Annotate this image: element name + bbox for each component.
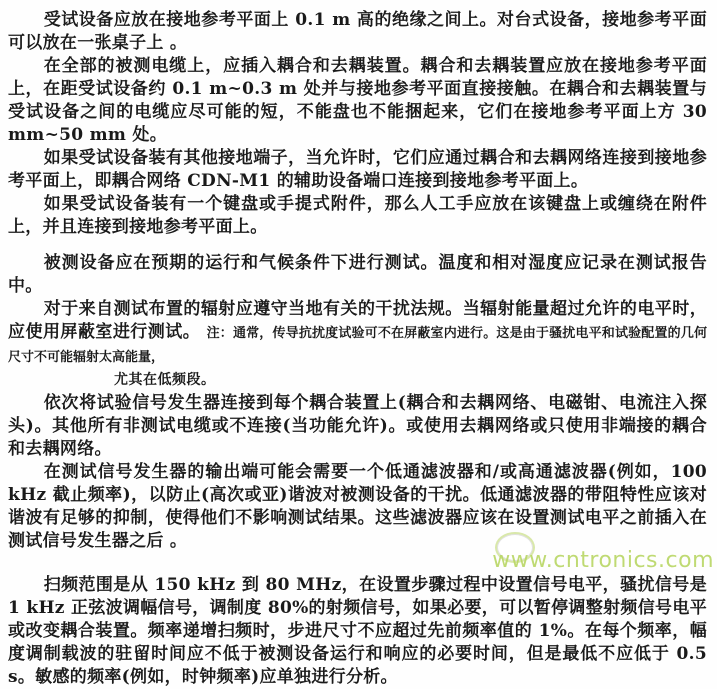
- paragraph-ground-terminals: 如果受试设备装有其他接地端子，当允许时，它们应通过耦合和去耦网络连接到接地参考平面上，即耦合网络 CDN-M1 的辅助设备端口连接到接地参考平面上。: [8, 148, 707, 191]
- section-test-setup: [8, 9, 707, 239]
- paragraph-climatic-conditions: 被测设备应在预期的运行和气候条件下进行测试。温度和相对湿度应记录在测试报告中。: [8, 253, 707, 296]
- paragraph-signal-generator-connection: 依次将试验信号发生器连接到每个耦合装置上(耦合和去耦网络、电磁钳、电流注入探头)。其他所有非测试电缆或不连接(当功能允许)。或使用去耦网络或只使用非端接的耦合和去耦网络。: [8, 393, 707, 459]
- paragraph-frequency-sweep: 扫频范围是从 150 kHz 到 80 MHz，在设置步骤过程中设置信号电平，骚扰信号是 1 kHz 正弦波调幅信号，调制度 80%的射频信号，如果必要，可以暂停调整射频信号电平或改变耦合装置。频率递增扫频时，步进尺寸不应超过先前频率值的 1%。在每个频率，幅度调制载波的驻留时间应不低于被测设备运行和响应的必要时间，但是最低不应低于 0.5 s。敏感的频率(例如，时钟频率)应单独进行分析。: [8, 575, 707, 687]
- paragraph-keyboard-artificial-hand: 如果受试设备装有一个键盘或手提式附件，那么人工手应放在该键盘上或缠绕在附件上，并且连接到接地参考平面上。: [8, 194, 707, 237]
- paragraph-main-text: 对于来自测试布置的辐射应遵守当地有关的干扰法规。当辐射能量超过允许的电平时，应使用屏蔽室进行测试。: [8, 299, 707, 342]
- paragraph-radiation-regulations: [8, 298, 707, 369]
- note-continuation: 尤其在低频段。: [114, 372, 216, 388]
- paragraph-filters: 在测试信号发生器的输出端可能会需要一个低通滤波器和/或高通滤波器(例如，100 kHz 截止频率)，以防止(高次或亚)谐波对被测设备的干扰。低通滤波器的带阻特性应该对谐波有足够的抑制，使得他们不影响测试结果。这些滤波器应该在设置测试电平之前插入在测试信号发生器之后 。: [8, 462, 707, 551]
- inline-note: 注：通常，传导抗扰度试验可不在屏蔽室内进行。这是由于骚扰电平和试验配置的几何尺寸不可能辐射太高能量，: [8, 326, 707, 365]
- paragraph-coupling-decoupling: 在全部的被测电缆上，应插入耦合和去耦装置。耦合和去耦装置应放在接地参考平面上，在距受试设备约 0.1 m~0.3 m 处并与接地参考平面直接接触。在耦合和去耦装置与受试设备之间的电缆应尽可能的短，不能盘也不能捆起来，它们在接地参考平面上方 30 mm~50 mm 处。: [8, 56, 707, 145]
- section-test-conditions: [8, 252, 707, 553]
- watermark-text: www.cntronics.com: [492, 548, 714, 573]
- section-frequency-sweep: [8, 574, 707, 689]
- paragraph-eut-placement: 受试设备应放在接地参考平面上 0.1 m 高的绝缘之间上。对台式设备，接地参考平面可以放在一张桌子上 。: [8, 10, 707, 53]
